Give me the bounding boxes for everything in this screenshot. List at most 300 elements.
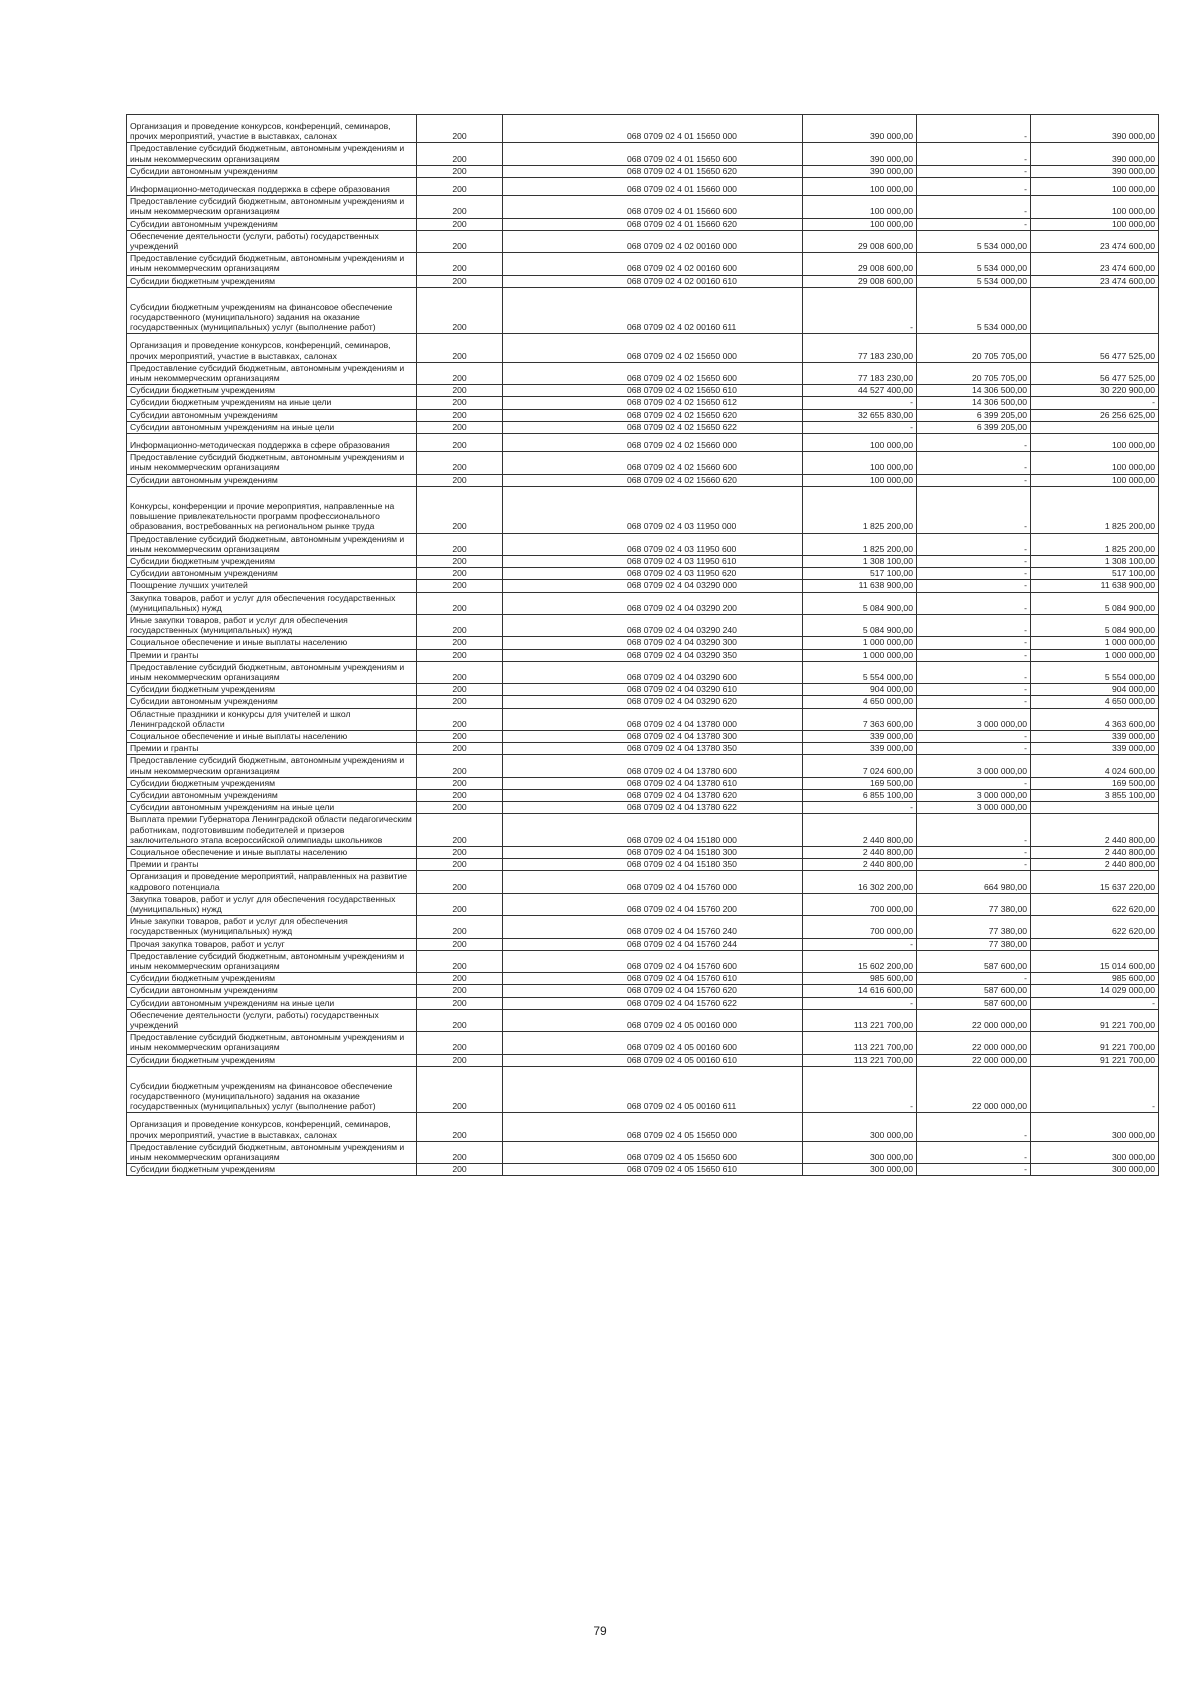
row-remaining-amount-cell: 1 000 000,00 [1031, 637, 1159, 649]
row-budget-code-cell: 068 0709 02 4 02 00160 610 [503, 275, 803, 287]
row-line-code-cell: 200 [417, 165, 503, 177]
row-executed-amount-cell: - [917, 684, 1031, 696]
row-remaining-amount-cell: 91 221 700,00 [1031, 1032, 1159, 1054]
table-row [127, 385, 1159, 397]
row-budget-code-cell: 068 0709 02 4 04 15760 622 [503, 997, 803, 1009]
row-name-cell: Субсидии автономным учреждениям на иные цели [127, 802, 417, 814]
row-name-cell: Организация и проведение конкурсов, конференций, семинаров, прочих мероприятий, участие в выставках, салонах [127, 115, 417, 143]
row-approved-amount-cell: 16 302 200,00 [803, 871, 917, 893]
row-line-code-cell: 200 [417, 1032, 503, 1054]
row-name-cell: Субсидии автономным учреждениям [127, 218, 417, 230]
row-remaining-amount-cell: 14 029 000,00 [1031, 985, 1159, 997]
table-row [127, 1009, 1159, 1031]
row-executed-amount-cell: - [917, 859, 1031, 871]
row-budget-code-cell: 068 0709 02 4 02 15650 000 [503, 334, 803, 362]
row-remaining-amount-cell: 4 650 000,00 [1031, 696, 1159, 708]
table-row [127, 1113, 1159, 1141]
row-remaining-amount-cell: 300 000,00 [1031, 1113, 1159, 1141]
table-row [127, 1164, 1159, 1176]
table-row [127, 409, 1159, 421]
row-executed-amount-cell: - [917, 743, 1031, 755]
row-budget-code-cell: 068 0709 02 4 02 15650 620 [503, 409, 803, 421]
row-approved-amount-cell: 7 363 600,00 [803, 708, 917, 730]
row-line-code-cell: 200 [417, 708, 503, 730]
row-approved-amount-cell: - [803, 997, 917, 1009]
row-remaining-amount-cell [1031, 802, 1159, 814]
table-row [127, 637, 1159, 649]
row-budget-code-cell: 068 0709 02 4 05 00160 610 [503, 1054, 803, 1066]
row-remaining-amount-cell: 56 477 525,00 [1031, 334, 1159, 362]
row-budget-code-cell: 068 0709 02 4 02 15650 600 [503, 362, 803, 384]
row-remaining-amount-cell: 985 600,00 [1031, 973, 1159, 985]
row-line-code-cell: 200 [417, 421, 503, 433]
row-executed-amount-cell: - [917, 1141, 1031, 1163]
row-name-cell: Предоставление субсидий бюджетным, автономным учреждениям и иным некоммерческим организациям [127, 1141, 417, 1163]
row-executed-amount-cell: 20 705 705,00 [917, 334, 1031, 362]
row-line-code-cell: 200 [417, 1054, 503, 1066]
row-remaining-amount-cell: 390 000,00 [1031, 143, 1159, 165]
row-approved-amount-cell: 113 221 700,00 [803, 1032, 917, 1054]
row-line-code-cell: 200 [417, 985, 503, 997]
row-budget-code-cell: 068 0709 02 4 02 15660 000 [503, 434, 803, 452]
row-remaining-amount-cell [1031, 421, 1159, 433]
row-budget-code-cell: 068 0709 02 4 04 13780 620 [503, 789, 803, 801]
row-remaining-amount-cell: 91 221 700,00 [1031, 1009, 1159, 1031]
row-executed-amount-cell: 5 534 000,00 [917, 230, 1031, 252]
row-name-cell: Закупка товаров, работ и услуг для обеспечения государственных (муниципальных) нужд [127, 893, 417, 915]
table-row [127, 777, 1159, 789]
row-approved-amount-cell: - [803, 1066, 917, 1113]
row-approved-amount-cell: 5 084 900,00 [803, 614, 917, 636]
row-executed-amount-cell: - [917, 555, 1031, 567]
row-budget-code-cell: 068 0709 02 4 04 15180 300 [503, 846, 803, 858]
row-executed-amount-cell: 5 534 000,00 [917, 287, 1031, 334]
row-executed-amount-cell: - [917, 661, 1031, 683]
row-line-code-cell: 200 [417, 661, 503, 683]
table-row [127, 474, 1159, 486]
row-approved-amount-cell: 390 000,00 [803, 143, 917, 165]
row-name-cell: Субсидии бюджетным учреждениям [127, 1164, 417, 1176]
row-approved-amount-cell: 300 000,00 [803, 1113, 917, 1141]
row-budget-code-cell: 068 0709 02 4 03 11950 000 [503, 486, 803, 533]
table-row [127, 802, 1159, 814]
table-row [127, 649, 1159, 661]
row-name-cell: Информационно-методическая поддержка в сфере образования [127, 178, 417, 196]
row-name-cell: Субсидии бюджетным учреждениям на финансовое обеспечение государственного (муниципального) задания на оказание государственных (муниципальных) услуг (выполнение работ) [127, 287, 417, 334]
row-remaining-amount-cell: 23 474 600,00 [1031, 275, 1159, 287]
row-approved-amount-cell: 100 000,00 [803, 434, 917, 452]
table-row [127, 555, 1159, 567]
page-number: 79 [593, 1624, 607, 1638]
row-name-cell: Субсидии автономным учреждениям на иные цели [127, 421, 417, 433]
table-row [127, 755, 1159, 777]
table-row [127, 973, 1159, 985]
table-row [127, 334, 1159, 362]
row-executed-amount-cell: - [917, 568, 1031, 580]
row-executed-amount-cell: 5 534 000,00 [917, 275, 1031, 287]
row-budget-code-cell: 068 0709 02 4 01 15650 620 [503, 165, 803, 177]
row-name-cell: Предоставление субсидий бюджетным, автономным учреждениям и иным некоммерческим организациям [127, 533, 417, 555]
row-approved-amount-cell: 32 655 830,00 [803, 409, 917, 421]
row-name-cell: Предоставление субсидий бюджетным, автономным учреждениям и иным некоммерческим организациям [127, 661, 417, 683]
row-remaining-amount-cell [1031, 287, 1159, 334]
row-remaining-amount-cell: 100 000,00 [1031, 474, 1159, 486]
row-budget-code-cell: 068 0709 02 4 01 15650 600 [503, 143, 803, 165]
row-line-code-cell: 200 [417, 696, 503, 708]
row-approved-amount-cell: 100 000,00 [803, 178, 917, 196]
row-remaining-amount-cell [1031, 938, 1159, 950]
row-line-code-cell: 200 [417, 859, 503, 871]
row-budget-code-cell: 068 0709 02 4 02 00160 000 [503, 230, 803, 252]
table-row [127, 115, 1159, 143]
row-line-code-cell: 200 [417, 755, 503, 777]
table-row [127, 950, 1159, 972]
row-remaining-amount-cell: 339 000,00 [1031, 730, 1159, 742]
table-row [127, 1141, 1159, 1163]
row-name-cell: Предоставление субсидий бюджетным, автономным учреждениям и иным некоммерческим организациям [127, 253, 417, 275]
row-line-code-cell: 200 [417, 253, 503, 275]
row-budget-code-cell: 068 0709 02 4 04 15760 000 [503, 871, 803, 893]
row-line-code-cell: 200 [417, 777, 503, 789]
row-remaining-amount-cell: 1 825 200,00 [1031, 533, 1159, 555]
row-line-code-cell: 200 [417, 486, 503, 533]
row-remaining-amount-cell: 339 000,00 [1031, 743, 1159, 755]
row-line-code-cell: 200 [417, 938, 503, 950]
row-line-code-cell: 200 [417, 218, 503, 230]
row-name-cell: Предоставление субсидий бюджетным, автономным учреждениям и иным некоммерческим организациям [127, 362, 417, 384]
table-row [127, 730, 1159, 742]
row-approved-amount-cell: - [803, 397, 917, 409]
row-executed-amount-cell: 22 000 000,00 [917, 1009, 1031, 1031]
row-line-code-cell: 200 [417, 1164, 503, 1176]
table-row [127, 859, 1159, 871]
row-name-cell: Субсидии бюджетным учреждениям [127, 777, 417, 789]
row-approved-amount-cell: - [803, 802, 917, 814]
row-executed-amount-cell: 5 534 000,00 [917, 253, 1031, 275]
row-budget-code-cell: 068 0709 02 4 05 00160 000 [503, 1009, 803, 1031]
row-budget-code-cell: 068 0709 02 4 04 03290 350 [503, 649, 803, 661]
row-approved-amount-cell: 15 602 200,00 [803, 950, 917, 972]
row-approved-amount-cell: 339 000,00 [803, 743, 917, 755]
row-approved-amount-cell: 29 008 600,00 [803, 275, 917, 287]
row-line-code-cell: 200 [417, 196, 503, 218]
row-remaining-amount-cell: 100 000,00 [1031, 434, 1159, 452]
row-remaining-amount-cell: 4 363 600,00 [1031, 708, 1159, 730]
row-name-cell: Выплата премии Губернатора Ленинградской области педагогическим работникам, подготовившим победителей и призеров заключительного этапа всероссийской олимпиады школьников [127, 814, 417, 847]
row-executed-amount-cell: 3 000 000,00 [917, 802, 1031, 814]
table-row [127, 434, 1159, 452]
row-executed-amount-cell: - [917, 218, 1031, 230]
row-approved-amount-cell: 77 183 230,00 [803, 334, 917, 362]
row-line-code-cell: 200 [417, 533, 503, 555]
row-name-cell: Субсидии бюджетным учреждениям [127, 1054, 417, 1066]
row-line-code-cell: 200 [417, 452, 503, 474]
row-executed-amount-cell: 6 399 205,00 [917, 421, 1031, 433]
row-line-code-cell: 200 [417, 115, 503, 143]
table-row [127, 789, 1159, 801]
row-remaining-amount-cell: 2 440 800,00 [1031, 846, 1159, 858]
row-line-code-cell: 200 [417, 592, 503, 614]
table-row [127, 1066, 1159, 1113]
row-line-code-cell: 200 [417, 950, 503, 972]
row-line-code-cell: 200 [417, 1141, 503, 1163]
row-approved-amount-cell: 77 183 230,00 [803, 362, 917, 384]
row-approved-amount-cell: 100 000,00 [803, 474, 917, 486]
row-line-code-cell: 200 [417, 871, 503, 893]
row-budget-code-cell: 068 0709 02 4 05 00160 611 [503, 1066, 803, 1113]
row-line-code-cell: 200 [417, 997, 503, 1009]
row-budget-code-cell: 068 0709 02 4 04 03290 200 [503, 592, 803, 614]
row-remaining-amount-cell: - [1031, 397, 1159, 409]
row-executed-amount-cell: 587 600,00 [917, 950, 1031, 972]
row-line-code-cell: 200 [417, 614, 503, 636]
row-remaining-amount-cell: 2 440 800,00 [1031, 814, 1159, 847]
row-line-code-cell: 200 [417, 397, 503, 409]
row-name-cell: Субсидии бюджетным учреждениям [127, 385, 417, 397]
row-budget-code-cell: 068 0709 02 4 04 13780 350 [503, 743, 803, 755]
table-row [127, 196, 1159, 218]
row-remaining-amount-cell: 300 000,00 [1031, 1164, 1159, 1176]
row-approved-amount-cell: 1 000 000,00 [803, 649, 917, 661]
row-budget-code-cell: 068 0709 02 4 04 13780 622 [503, 802, 803, 814]
table-row [127, 696, 1159, 708]
row-budget-code-cell: 068 0709 02 4 01 15650 000 [503, 115, 803, 143]
row-approved-amount-cell: 169 500,00 [803, 777, 917, 789]
row-budget-code-cell: 068 0709 02 4 05 15650 610 [503, 1164, 803, 1176]
row-executed-amount-cell: - [917, 649, 1031, 661]
table-body [127, 115, 1159, 1176]
row-name-cell: Субсидии автономным учреждениям [127, 165, 417, 177]
row-executed-amount-cell: 587 600,00 [917, 985, 1031, 997]
row-name-cell: Предоставление субсидий бюджетным, автономным учреждениям и иным некоммерческим организациям [127, 1032, 417, 1054]
row-line-code-cell: 200 [417, 434, 503, 452]
table-row [127, 165, 1159, 177]
row-remaining-amount-cell: 91 221 700,00 [1031, 1054, 1159, 1066]
row-name-cell: Субсидии автономным учреждениям на иные цели [127, 997, 417, 1009]
row-name-cell: Субсидии бюджетным учреждениям на иные цели [127, 397, 417, 409]
row-remaining-amount-cell: 904 000,00 [1031, 684, 1159, 696]
row-executed-amount-cell: - [917, 696, 1031, 708]
row-budget-code-cell: 068 0709 02 4 02 15660 620 [503, 474, 803, 486]
row-approved-amount-cell: - [803, 287, 917, 334]
row-approved-amount-cell: 2 440 800,00 [803, 859, 917, 871]
row-name-cell: Обеспечение деятельности (услуги, работы) государственных учреждений [127, 230, 417, 252]
row-executed-amount-cell: - [917, 973, 1031, 985]
row-remaining-amount-cell: 15 014 600,00 [1031, 950, 1159, 972]
row-budget-code-cell: 068 0709 02 4 01 15660 600 [503, 196, 803, 218]
row-executed-amount-cell: - [917, 1113, 1031, 1141]
row-executed-amount-cell: - [917, 452, 1031, 474]
row-line-code-cell: 200 [417, 568, 503, 580]
row-budget-code-cell: 068 0709 02 4 04 15760 244 [503, 938, 803, 950]
row-line-code-cell: 200 [417, 730, 503, 742]
row-name-cell: Премии и гранты [127, 859, 417, 871]
row-approved-amount-cell: 100 000,00 [803, 196, 917, 218]
row-executed-amount-cell: 20 705 705,00 [917, 362, 1031, 384]
row-name-cell: Социальное обеспечение и иные выплаты населению [127, 846, 417, 858]
row-executed-amount-cell: - [917, 777, 1031, 789]
row-remaining-amount-cell: 4 024 600,00 [1031, 755, 1159, 777]
row-budget-code-cell: 068 0709 02 4 03 11950 610 [503, 555, 803, 567]
table-row [127, 938, 1159, 950]
row-executed-amount-cell: - [917, 196, 1031, 218]
row-budget-code-cell: 068 0709 02 4 02 15650 622 [503, 421, 803, 433]
row-budget-code-cell: 068 0709 02 4 04 15760 200 [503, 893, 803, 915]
row-budget-code-cell: 068 0709 02 4 04 03290 620 [503, 696, 803, 708]
table-row [127, 814, 1159, 847]
row-line-code-cell: 200 [417, 789, 503, 801]
row-line-code-cell: 200 [417, 275, 503, 287]
row-budget-code-cell: 068 0709 02 4 04 15760 610 [503, 973, 803, 985]
table-row [127, 178, 1159, 196]
row-name-cell: Субсидии бюджетным учреждениям [127, 275, 417, 287]
row-line-code-cell: 200 [417, 893, 503, 915]
row-approved-amount-cell: 390 000,00 [803, 165, 917, 177]
row-line-code-cell: 200 [417, 143, 503, 165]
row-name-cell: Организация и проведение конкурсов, конференций, семинаров, прочих мероприятий, участие в выставках, салонах [127, 334, 417, 362]
row-approved-amount-cell: 1 825 200,00 [803, 486, 917, 533]
row-executed-amount-cell: 14 306 500,00 [917, 385, 1031, 397]
row-line-code-cell: 200 [417, 555, 503, 567]
table-row [127, 421, 1159, 433]
row-executed-amount-cell: - [917, 846, 1031, 858]
row-line-code-cell: 200 [417, 409, 503, 421]
table-row [127, 893, 1159, 915]
row-name-cell: Социальное обеспечение и иные выплаты населению [127, 637, 417, 649]
row-line-code-cell: 200 [417, 684, 503, 696]
row-approved-amount-cell: 100 000,00 [803, 452, 917, 474]
row-approved-amount-cell: 904 000,00 [803, 684, 917, 696]
row-approved-amount-cell: 11 638 900,00 [803, 580, 917, 592]
row-budget-code-cell: 068 0709 02 4 04 15180 000 [503, 814, 803, 847]
row-line-code-cell: 200 [417, 230, 503, 252]
row-remaining-amount-cell: 100 000,00 [1031, 452, 1159, 474]
row-line-code-cell: 200 [417, 334, 503, 362]
row-executed-amount-cell: - [917, 178, 1031, 196]
table-row [127, 275, 1159, 287]
row-budget-code-cell: 068 0709 02 4 04 13780 610 [503, 777, 803, 789]
row-approved-amount-cell: 1 825 200,00 [803, 533, 917, 555]
row-budget-code-cell: 068 0709 02 4 04 03290 240 [503, 614, 803, 636]
row-budget-code-cell: 068 0709 02 4 04 03290 300 [503, 637, 803, 649]
table-row [127, 253, 1159, 275]
row-remaining-amount-cell: 11 638 900,00 [1031, 580, 1159, 592]
row-name-cell: Обеспечение деятельности (услуги, работы) государственных учреждений [127, 1009, 417, 1031]
row-name-cell: Субсидии автономным учреждениям [127, 985, 417, 997]
row-approved-amount-cell: 300 000,00 [803, 1164, 917, 1176]
row-name-cell: Конкурсы, конференции и прочие мероприятия, направленные на повышение привлекательности программ профессионального образования, востребованных на региональном рынке труда [127, 486, 417, 533]
row-budget-code-cell: 068 0709 02 4 04 13780 300 [503, 730, 803, 742]
table-row [127, 568, 1159, 580]
row-name-cell: Субсидии автономным учреждениям [127, 789, 417, 801]
row-budget-code-cell: 068 0709 02 4 04 13780 000 [503, 708, 803, 730]
row-line-code-cell: 200 [417, 474, 503, 486]
row-budget-code-cell: 068 0709 02 4 02 00160 611 [503, 287, 803, 334]
row-name-cell: Предоставление субсидий бюджетным, автономным учреждениям и иным некоммерческим организациям [127, 755, 417, 777]
row-remaining-amount-cell: 1 000 000,00 [1031, 649, 1159, 661]
row-executed-amount-cell: - [917, 165, 1031, 177]
row-approved-amount-cell: 29 008 600,00 [803, 253, 917, 275]
row-executed-amount-cell: - [917, 1164, 1031, 1176]
budget-execution-table [126, 114, 1159, 1176]
row-line-code-cell: 200 [417, 1113, 503, 1141]
table-row [127, 580, 1159, 592]
row-executed-amount-cell: - [917, 580, 1031, 592]
row-budget-code-cell: 068 0709 02 4 03 11950 600 [503, 533, 803, 555]
row-approved-amount-cell: 4 650 000,00 [803, 696, 917, 708]
row-approved-amount-cell: 1 308 100,00 [803, 555, 917, 567]
row-name-cell: Субсидии бюджетным учреждениям [127, 684, 417, 696]
row-name-cell: Субсидии автономным учреждениям [127, 568, 417, 580]
row-executed-amount-cell: 664 980,00 [917, 871, 1031, 893]
budget-table-sheet [126, 114, 1158, 1176]
row-remaining-amount-cell: 26 256 625,00 [1031, 409, 1159, 421]
row-budget-code-cell: 068 0709 02 4 04 15760 240 [503, 916, 803, 938]
table-row [127, 743, 1159, 755]
row-executed-amount-cell: 22 000 000,00 [917, 1066, 1031, 1113]
row-name-cell: Информационно-методическая поддержка в сфере образования [127, 434, 417, 452]
table-row [127, 362, 1159, 384]
row-executed-amount-cell: 3 000 000,00 [917, 708, 1031, 730]
row-name-cell: Закупка товаров, работ и услуг для обеспечения государственных (муниципальных) нужд [127, 592, 417, 614]
row-line-code-cell: 200 [417, 1009, 503, 1031]
row-line-code-cell: 200 [417, 287, 503, 334]
row-line-code-cell: 200 [417, 743, 503, 755]
table-row [127, 1032, 1159, 1054]
row-budget-code-cell: 068 0709 02 4 05 15650 000 [503, 1113, 803, 1141]
row-name-cell: Социальное обеспечение и иные выплаты населению [127, 730, 417, 742]
row-remaining-amount-cell: - [1031, 997, 1159, 1009]
table-row [127, 452, 1159, 474]
row-name-cell: Премии и гранты [127, 649, 417, 661]
row-approved-amount-cell: 700 000,00 [803, 893, 917, 915]
row-executed-amount-cell: - [917, 115, 1031, 143]
row-approved-amount-cell: 14 616 600,00 [803, 985, 917, 997]
table-row [127, 614, 1159, 636]
table-row [127, 985, 1159, 997]
table-row [127, 708, 1159, 730]
row-name-cell: Субсидии автономным учреждениям [127, 696, 417, 708]
row-remaining-amount-cell: 390 000,00 [1031, 165, 1159, 177]
table-row [127, 533, 1159, 555]
row-name-cell: Поощрение лучших учителей [127, 580, 417, 592]
row-approved-amount-cell: 2 440 800,00 [803, 846, 917, 858]
row-executed-amount-cell: 3 000 000,00 [917, 789, 1031, 801]
row-approved-amount-cell: 985 600,00 [803, 973, 917, 985]
row-executed-amount-cell: - [917, 143, 1031, 165]
row-executed-amount-cell: 77 380,00 [917, 916, 1031, 938]
row-executed-amount-cell: - [917, 592, 1031, 614]
row-executed-amount-cell: 6 399 205,00 [917, 409, 1031, 421]
row-executed-amount-cell: - [917, 474, 1031, 486]
row-executed-amount-cell: 77 380,00 [917, 893, 1031, 915]
row-name-cell: Субсидии автономным учреждениям [127, 409, 417, 421]
table-row [127, 871, 1159, 893]
row-budget-code-cell: 068 0709 02 4 04 15760 600 [503, 950, 803, 972]
row-approved-amount-cell: 339 000,00 [803, 730, 917, 742]
row-approved-amount-cell: - [803, 421, 917, 433]
row-budget-code-cell: 068 0709 02 4 04 15180 350 [503, 859, 803, 871]
row-executed-amount-cell: 14 306 500,00 [917, 397, 1031, 409]
row-executed-amount-cell: 77 380,00 [917, 938, 1031, 950]
table-row [127, 997, 1159, 1009]
row-executed-amount-cell: 22 000 000,00 [917, 1054, 1031, 1066]
row-name-cell: Субсидии автономным учреждениям [127, 474, 417, 486]
row-approved-amount-cell: 5 084 900,00 [803, 592, 917, 614]
row-name-cell: Премии и гранты [127, 743, 417, 755]
row-remaining-amount-cell: 1 825 200,00 [1031, 486, 1159, 533]
row-remaining-amount-cell: 622 620,00 [1031, 893, 1159, 915]
